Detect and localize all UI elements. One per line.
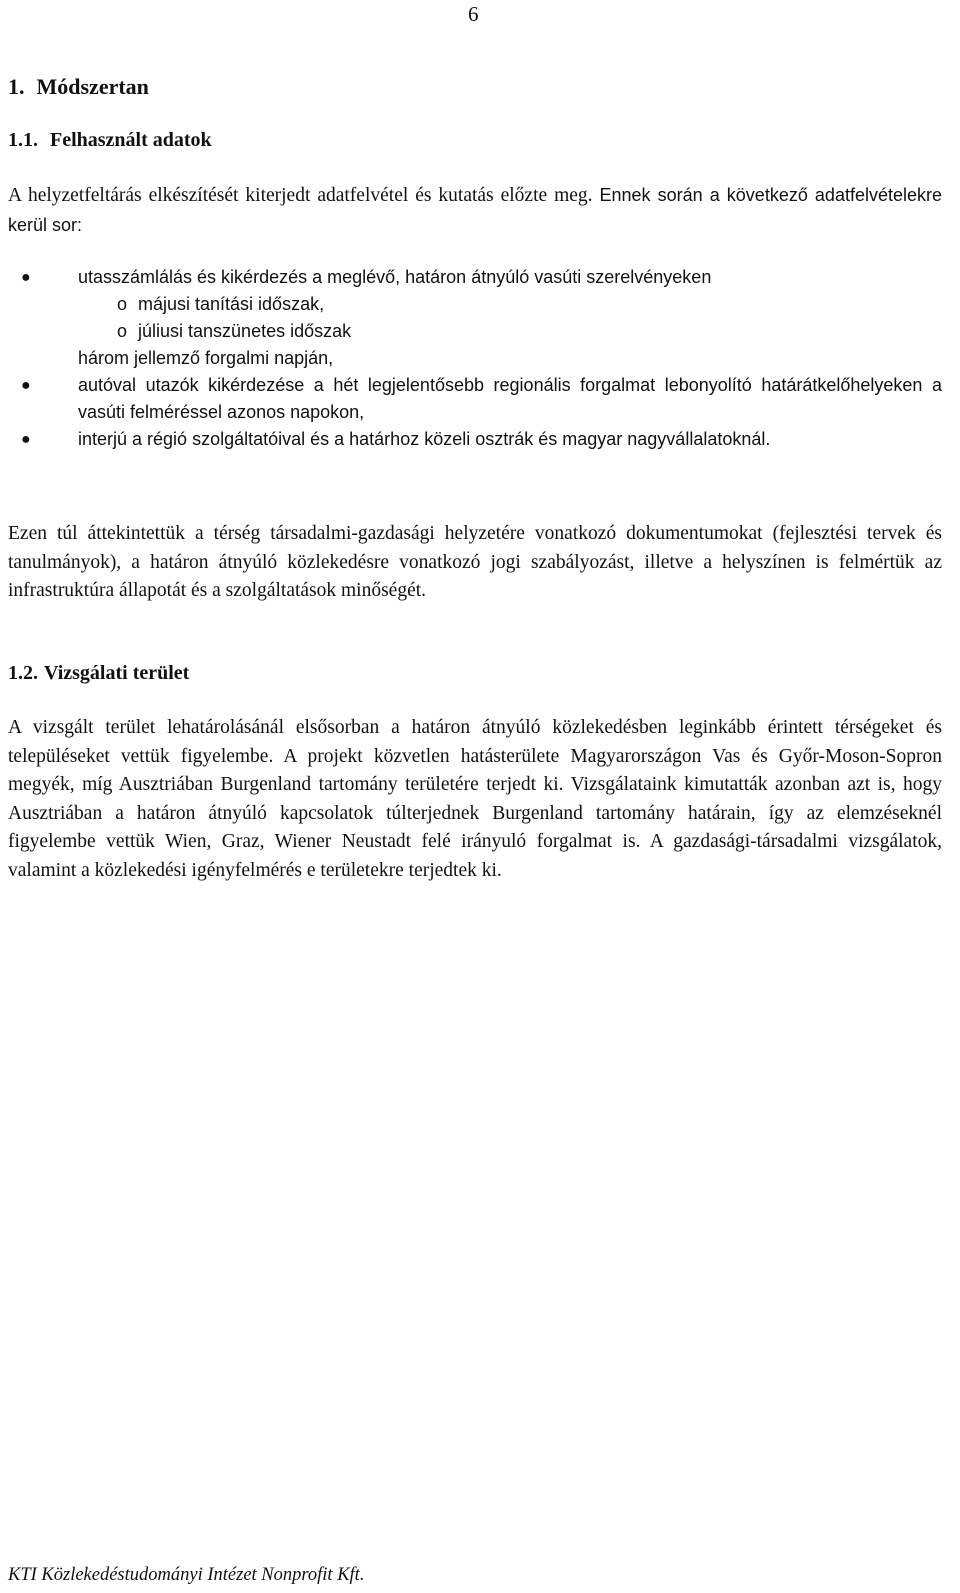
page-number: 6 xyxy=(468,2,479,26)
section-heading-1-1 xyxy=(8,129,212,152)
list-item-text: interjú a régió szolgáltatóival és a határhoz közeli osztrák és magyar nagyvállalatoknál. xyxy=(78,429,771,449)
section-heading-1 xyxy=(8,74,149,100)
circle-bullet-icon: o xyxy=(117,321,128,341)
data-collection-list xyxy=(21,264,942,453)
list-item-text: utasszámlálás és kikérdezés a meglévő, határon átnyúló vasúti szerelvényeken xyxy=(78,267,712,287)
section-title: Módszertan xyxy=(36,74,149,99)
sub-list-item xyxy=(78,291,942,318)
intro-text-continued: Ennek során a következő adatfelvételekre kerül sor: xyxy=(8,185,942,235)
sub-list-item xyxy=(78,318,942,345)
footer-organization: KTI Közlekedéstudományi Intézet Nonprofit Kft. xyxy=(8,1565,365,1585)
intro-text: A helyzetfeltárás elkészítését kiterjedt adatfelvétel és kutatás előzte meg. xyxy=(8,185,593,206)
section-heading-1-2 xyxy=(8,662,189,685)
sub-list-item-text: júliusi tanszünetes időszak xyxy=(138,321,352,341)
bullet-icon: ● xyxy=(21,269,31,286)
sub-list xyxy=(78,291,942,345)
overview-paragraph: Ezen túl áttekintettük a térség társadalmi-gazdasági helyzetére vonatkozó dokumentumokat (fejlesztési tervek és tanulmányok), a határon átnyúló közlekedésre vonatkozó jogi szabályozást, illetve a helyszínen is felmértük az infrastruktúra állapotát és a szolgáltatások minőségét. xyxy=(8,523,942,601)
list-item xyxy=(21,426,942,453)
section-number: 1.1. xyxy=(8,129,38,151)
study-area-paragraph: A vizsgált terület lehatárolásánál elsősorban a határon átnyúló közlekedésben leginkább érintett térségeket és településeket vettük figyelembe. A projekt közvetlen hatásterülete Magyarországon Vas és Győr-Moson-Sopron megyék, míg Ausztriában Burgenland tartomány területére terjedt ki. Vizsgálataink kimutatták azonban azt is, hogy Ausztriában a határon átnyúló kapcsolatok túlterjednek Burgenland tartomány határain, így az elemzéseknél figyelembe vettük Wien, Graz, Wiener Neustadt felé irányuló forgalmat is. A gazdasági-társadalmi vizsgálatok, valamint a közlekedési igényfelmérés e területekre terjedtek ki. xyxy=(8,717,942,881)
list-item-text: autóval utazók kikérdezése a hét legjelentősebb regionális forgalmat lebonyolító határátkelőhelyeken a vasúti felméréssel azonos napokon, xyxy=(78,375,942,422)
bullet-icon: ● xyxy=(21,377,31,394)
section-number: 1. xyxy=(8,74,25,99)
circle-bullet-icon: o xyxy=(117,294,128,314)
intro-paragraph xyxy=(8,181,942,240)
list-item xyxy=(21,264,942,372)
bullet-icon: ● xyxy=(21,431,31,448)
section-title: Felhasznált adatok xyxy=(50,129,212,151)
sub-list-item-text: májusi tanítási időszak, xyxy=(138,294,325,314)
section-title: Vizsgálati terület xyxy=(44,662,190,684)
list-item xyxy=(21,372,942,426)
list-item-tail: három jellemző forgalmi napján, xyxy=(78,348,334,368)
section-number: 1.2. xyxy=(8,662,38,684)
